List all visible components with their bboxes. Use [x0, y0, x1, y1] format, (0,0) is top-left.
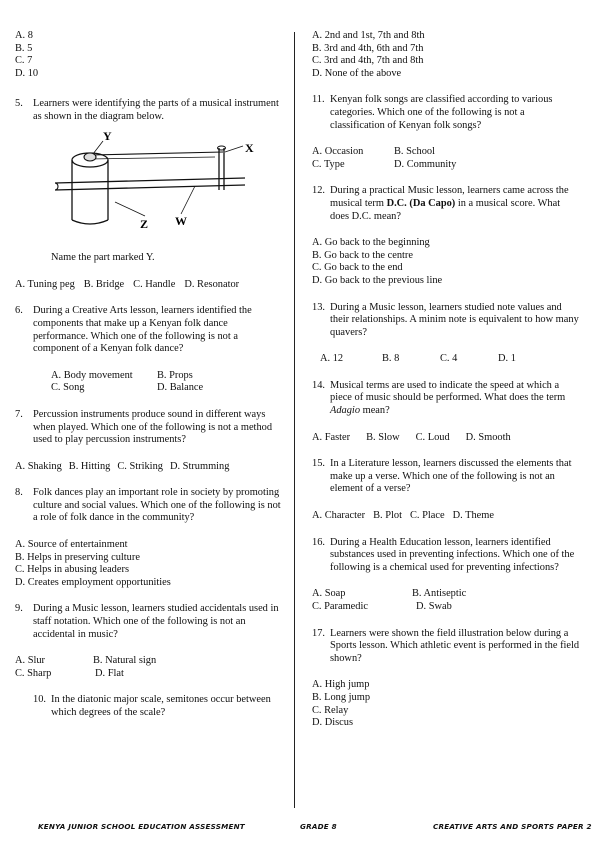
label-z: Z: [140, 216, 149, 231]
option: D. Smooth: [465, 431, 511, 443]
question-13: [312, 302, 580, 340]
option: C. Paramedic: [312, 601, 368, 612]
option: C. Relay: [312, 704, 349, 716]
question-6: [15, 305, 283, 355]
option: A. Occasion: [312, 146, 364, 158]
question-text: During a Music lesson, learners studied accidentals used in staff notation. Which one of the following is not an accidental in music?: [33, 603, 279, 640]
options-q16: [312, 588, 580, 613]
footer-paper: CREATIVE ARTS AND SPORTS PAPER 2: [433, 822, 592, 831]
question-text: Percussion instruments produce sound in different ways when played. Which one of the following is not a method used to play percussion instruments?: [33, 408, 273, 446]
option: B. Slow: [366, 431, 400, 443]
option: A. Slur: [15, 655, 46, 667]
option: C. Striking: [117, 460, 163, 472]
question-5: [15, 98, 283, 123]
options-q13: [312, 353, 580, 366]
option: B. Hitting: [68, 460, 111, 472]
question-15: [312, 458, 580, 496]
option: D. Go back to the previous line: [312, 274, 443, 286]
question-text: Learners were identifying the parts of a musical instrument as shown in the diagram below.: [33, 98, 279, 122]
options-q15: [312, 510, 580, 523]
question-8: [15, 487, 283, 525]
question-number: 10.: [33, 694, 46, 706]
option: B. Plot: [373, 510, 402, 522]
option: C. Sharp: [15, 667, 52, 679]
option: B. Natural sign: [93, 655, 157, 667]
left-column: [15, 30, 283, 720]
option: D. Strumming: [169, 460, 230, 472]
term-adagio: Adagio: [330, 405, 361, 417]
option: D. None of the above: [312, 67, 402, 79]
question-text: During a practical Music lesson, learners came across the musical term D.C. (Da Capo) in a musical score. What does D.C. mean?: [330, 185, 569, 222]
question-9: [15, 603, 283, 641]
option: B. 8: [382, 353, 400, 365]
option: A. Faster: [312, 431, 351, 443]
option: A. Character: [312, 510, 366, 522]
question-text: Kenyan folk songs are classified according to various categories. Which one of the following is not a classification of Kenyan folk songs?: [330, 94, 553, 131]
option: D. Resonator: [184, 278, 240, 290]
option: A. Source of entertainment: [15, 539, 128, 551]
option: A. Go back to the beginning: [312, 237, 430, 249]
options-q9: [15, 655, 283, 680]
option: C. Place: [409, 510, 445, 522]
options-q7: [15, 461, 283, 474]
right-column: [312, 30, 580, 730]
option: B. 5: [15, 42, 33, 54]
question-10: [15, 694, 283, 719]
options-q10: [312, 30, 580, 80]
option: B. 3rd and 4th, 6th and 7th: [312, 42, 424, 54]
footer-grade: GRADE 8: [300, 822, 337, 831]
option: C. Type: [312, 158, 345, 170]
question-17: [312, 628, 580, 666]
question-number: 14.: [312, 379, 325, 391]
option: C. Song: [51, 382, 85, 394]
question-number: 5.: [15, 98, 23, 110]
term-dc: D.C. (Da Capo): [386, 197, 456, 209]
option: D. Community: [394, 158, 457, 170]
page-footer: [0, 821, 595, 833]
options-q11: [312, 146, 580, 171]
option: D. Theme: [452, 510, 494, 522]
question-14: [312, 380, 580, 418]
sub-question: Name the part marked Y.: [51, 252, 155, 264]
option: D. Balance: [157, 382, 204, 394]
options-q4: [15, 30, 283, 80]
question-12: [312, 185, 580, 223]
options-q17: [312, 679, 580, 729]
question-number: 6.: [15, 305, 23, 317]
options-q6: [15, 370, 283, 395]
option: C. 7: [15, 55, 33, 67]
option: B. Go back to the centre: [312, 249, 413, 261]
question-number: 16.: [312, 536, 325, 548]
option: A. Shaking: [15, 460, 62, 472]
options-q14: [312, 432, 580, 445]
question-text: In a Literature lesson, learners discussed the elements that make up a verse. Which one of the following is not an element of a verse?: [330, 458, 572, 495]
option: C. Go back to the end: [312, 262, 403, 274]
option: B. Long jump: [312, 691, 371, 703]
question-number: 15.: [312, 458, 325, 470]
question-text: Musical terms are used to indicate the speed at which a piece of music should be performed. What does the term Adagio mean?: [330, 379, 566, 417]
question-16: [312, 537, 580, 575]
question-text: During a Music lesson, learners studied note values and their relationships. A minim note is equivalent to how many quavers?: [330, 301, 579, 338]
option: D. Swab: [416, 601, 452, 612]
option: A. High jump: [312, 679, 370, 691]
question-text: During a Creative Arts lesson, learners identified the components that make up a Kenyan folk dance performance. Which one of the following is not a component of a Kenyan folk dance?: [33, 305, 252, 355]
question-number: 12.: [312, 185, 325, 197]
question-number: 7.: [15, 408, 23, 420]
question-11: [312, 94, 580, 132]
musical-instrument-diagram: [55, 130, 295, 240]
question-number: 11.: [312, 94, 325, 106]
option: D. Creates employment opportunities: [15, 576, 171, 588]
options-q12: [312, 237, 580, 287]
option: C. Loud: [415, 431, 450, 443]
option: D. 1: [498, 353, 516, 365]
option: A. 8: [15, 30, 33, 41]
option: D. 10: [15, 67, 39, 79]
option: A. Body movement: [51, 369, 133, 381]
label-y: Y: [103, 129, 112, 143]
option: B. Helps in preserving culture: [15, 551, 140, 563]
option: D. Flat: [95, 667, 124, 679]
option: B. School: [394, 146, 435, 158]
options-q8: [15, 539, 283, 589]
option: A. Soap: [312, 588, 346, 600]
option: D. Discus: [312, 717, 353, 729]
question-text: Learners were shown the field illustration below during a Sports lesson. Which athletic event is performed in the field shown?: [330, 627, 580, 664]
question-number: 9.: [15, 603, 23, 615]
option: C. 3rd and 4th, 7th and 8th: [312, 55, 424, 67]
options-q5: [15, 279, 283, 292]
question-text: During a Health Education lesson, learners identified substances used in preventing infections. Which one of the following is a chemical used for preventing infections?: [330, 536, 575, 573]
option: A. 12: [320, 353, 344, 365]
footer-assessment: KENYA JUNIOR SCHOOL EDUCATION ASSESSMENT: [38, 822, 245, 831]
question-text: In the diatonic major scale, semitones occur between which degrees of the scale?: [51, 694, 271, 718]
option: A. Tuning peg: [15, 278, 75, 290]
question-text: Folk dances play an important role in society by promoting culture and social values. Which one of the following is not a role of folk dance in the community?: [33, 487, 281, 524]
option: B. Props: [157, 369, 193, 381]
option: C. Helps in abusing leaders: [15, 564, 129, 576]
question-7: [15, 409, 283, 447]
option: B. Antiseptic: [412, 588, 467, 600]
question-number: 8.: [15, 487, 23, 499]
option: C. 4: [440, 353, 458, 365]
label-w: W: [175, 213, 187, 228]
option: C. Handle: [133, 278, 176, 290]
option: A. 2nd and 1st, 7th and 8th: [312, 30, 425, 41]
option: B. Bridge: [83, 278, 125, 290]
label-x: X: [245, 140, 254, 155]
question-number: 13.: [312, 301, 325, 313]
question-number: 17.: [312, 627, 325, 639]
